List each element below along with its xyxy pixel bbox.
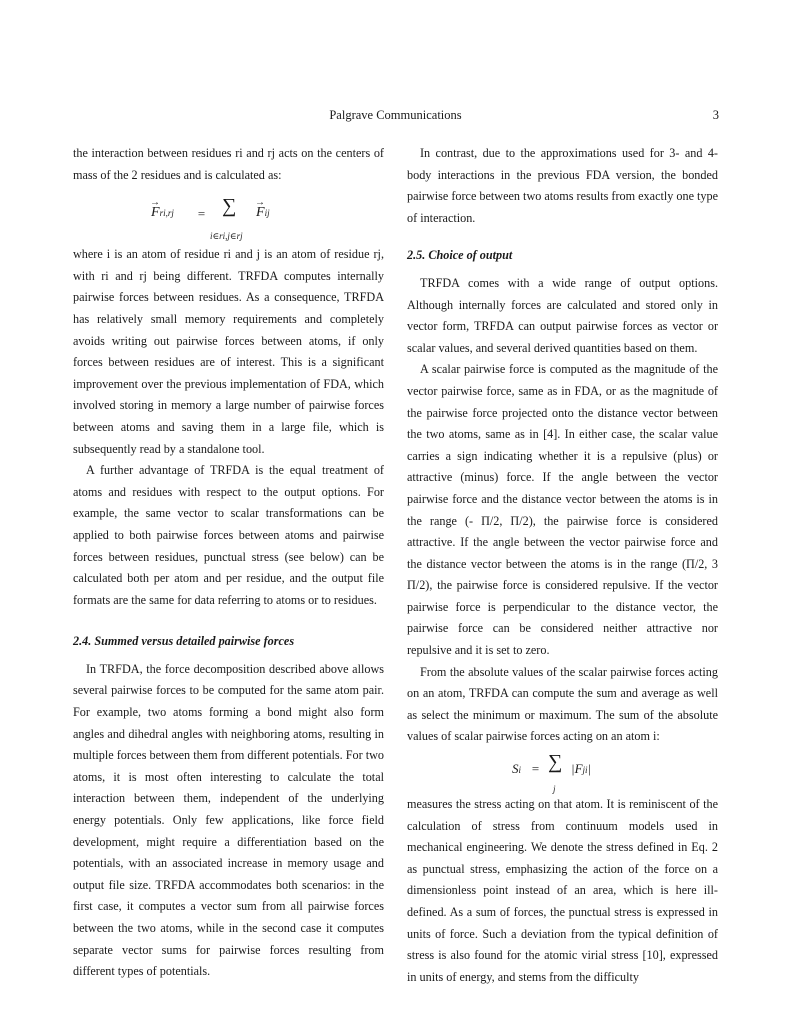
running-title: Palgrave Communications (329, 108, 462, 122)
right-column (407, 143, 718, 988)
left-column (73, 143, 384, 983)
page-header (0, 108, 791, 126)
right-paragraph-3: A scalar pairwise force is computed as the magnitude of the vector pairwise force, same as in FDA, or as the magnitude of the pairwise force projected onto the distance vector between the two atoms, same as in [4]. In either case, the scalar value carries a sign indicating whether it is a repulsive (plus) or attractive (minus) force. If the angle between the vector pairwise force and the distance vector between the atoms is in the range (- Π/2, Π/2), the pairwise force is considered attractive. If the angle between the vector pairwise force and the distance vector between the atoms is in the range (Π/2, 3 Π/2), the pairwise force is considered repulsive. If the vector pairwise force is perpendicular to the distance vector, the pairwise force can be considered neither attractive nor repulsive and it is set to zero. (407, 362, 718, 658)
left-paragraph-1: the interaction between residues ri and rj acts on the centers of mass of the 2 residues and is calculated as: (73, 146, 384, 182)
summation-subscript: i∈ri,j∈rj (210, 231, 243, 242)
section-heading-2-4: 2.4. Summed versus detailed pairwise forces (73, 634, 295, 649)
right-paragraph-5: measures the stress acting on that atom. It is reminiscent of the calculation of stress from continuum models used in mechanical engineering. We denote the stress defined in Eq. 2 as punctual stress, emphasizing the action of the force on a dimensionless point instead of an area, which is here ill-defined. As a sum of forces, the punctual stress is expressed in units of force. Such a deviation from the typical definition of stress is also found for the atomic virial stress [10], expressed in units of energy, and stems from the difficulty (407, 797, 718, 984)
right-paragraph-2: TRFDA comes with a wide range of output options. Although internally forces are calculated and stored only in vector form, TRFDA can output pairwise forces as vector or scalar values, and several derived quantities based on them. (407, 275, 718, 355)
equation-2 (407, 748, 718, 794)
force-vector-rhs: → Fij (256, 202, 270, 225)
stress-symbol: Si (512, 761, 522, 777)
absolute-force: |Fji| (571, 761, 592, 777)
left-paragraph-4: In TRFDA, the force decomposition described above allows several pairwise forces to be computed for the same atom pair. For example, two atoms forming a bond might also form angles and dihedral angles with neighboring atoms, resulting in multiple forces between them from different potentials. For two atoms, it is most often interesting to calculate the total interaction between them, independent of the underlying energy potentials. Only few applications, like force field development, might require a differentiation based on the potentials, with an associated increase in memory usage and output file size. TRFDA accommodates both scenarios: in the first case, it computes a vector sum from all pairwise forces between the two atoms, while in the second case it computes separate vector sums for pairwise forces resulting from different types of potentials. (73, 661, 384, 979)
summation-subscript: j (553, 784, 556, 795)
summation-symbol: ∑ (548, 751, 563, 774)
section-heading-2-5: 2.5. Choice of output (407, 248, 513, 263)
left-paragraph-2: where i is an atom of residue ri and j is an atom of residue rj, with ri and rj being different. TRFDA computes internally pairwise forces between residues. As a consequence, TRFDA has relatively small memory requirements and completely avoids writing out pairwise forces between atoms, if only forces between residues are of interest. This is a significant improvement over the previous implementation of FDA, which involved storing in memory a large number of pairwise forces between atoms and saving them in a large file, which is subsequently read by a standalone tool. (73, 247, 384, 456)
vector-arrow-icon: → (255, 197, 265, 209)
left-paragraph-3: A further advantage of TRFDA is the equal treatment of atoms and residues with respect to the output options. For example, the same vector to scalar transformations can be applied to both pairwise forces between atoms and pairwise forces between residues, punctual stress (see below) can be calculated both per atom and per residue, and the output file formats are the same for data referring to atoms or to residues. (73, 463, 384, 607)
equals-sign: = (531, 761, 540, 777)
page-number: 3 (712, 108, 719, 122)
equation-1 (73, 186, 384, 244)
right-paragraph-1: In contrast, due to the approximations used for 3- and 4-body interactions in the previous FDA version, the bonded pairwise force between two atoms results from exactly one type of interaction. (407, 146, 719, 225)
vector-arrow-icon: → (150, 197, 160, 209)
force-vector-lhs: → Fri,rj (151, 202, 174, 225)
summation-symbol: ∑ (222, 195, 237, 218)
equals-sign: = (197, 206, 206, 222)
right-paragraph-4: From the absolute values of the scalar pairwise forces acting on an atom, TRFDA can compute the sum and average as well as select the minimum or maximum. The sum of the absolute values of scalar pairwise forces acting on an atom i: (407, 664, 718, 744)
